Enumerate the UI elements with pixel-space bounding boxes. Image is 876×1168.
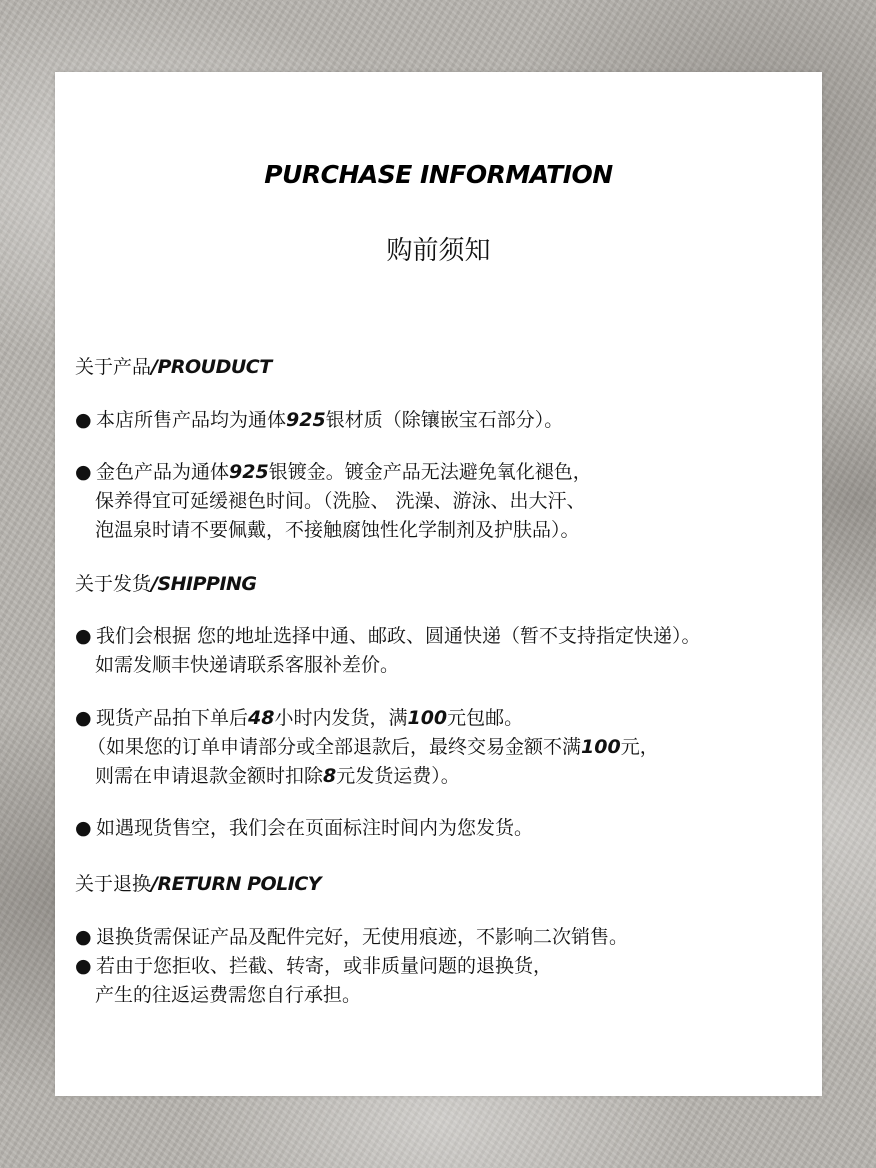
section-heading-product-en: /PROUDUCT	[151, 356, 272, 378]
bullet-icon: ●	[75, 926, 92, 948]
shipping-item-3: ● 如遇现货售空，我们会在页面标注时间内为您发货。	[75, 814, 533, 843]
section-heading-shipping-en: /SHIPPING	[151, 573, 257, 595]
return-item-1: ● 退换货需保证产品及配件完好，无使用痕迹，不影响二次销售。	[75, 923, 628, 952]
section-heading-return-en: /RETURN POLICY	[151, 873, 322, 895]
bullet-icon: ●	[75, 707, 92, 729]
product-item-1: ● 本店所售产品均为通体925银材质（除镶嵌宝石部分）。	[75, 406, 563, 435]
bullet-icon: ●	[75, 625, 92, 647]
bullet-icon: ●	[75, 955, 92, 977]
shipping-item-2: ● 现货产品拍下单后48小时内发货，满100元包邮。 （如果您的订单申请部分或全部退款后，最终交易金额不满100元， 则需在申请退款金额时扣除8元发货运费）。	[75, 704, 659, 791]
section-heading-product	[75, 352, 272, 379]
bullet-icon: ●	[75, 817, 92, 839]
section-heading-product-cn: 关于产品	[75, 356, 152, 378]
shipping-item-1: ● 我们会根据 您的地址选择中通、邮政、圆通快递（暂不支持指定快递）。 如需发顺丰快递请联系客服补差价。	[75, 622, 701, 680]
section-heading-shipping-cn: 关于发货	[75, 573, 152, 595]
title-chinese: 购前须知	[386, 236, 491, 266]
section-heading-return	[75, 869, 321, 896]
title-english: PURCHASE INFORMATION	[264, 160, 613, 189]
bullet-icon: ●	[75, 461, 92, 483]
return-item-2: ● 若由于您拒收、拦截、转寄，或非质量问题的退换货， 产生的往返运费需您自行承担。	[75, 952, 552, 1010]
section-heading-return-cn: 关于退换	[75, 873, 152, 895]
section-heading-shipping	[75, 569, 257, 596]
info-card	[55, 72, 822, 1096]
product-item-2: ● 金色产品为通体925银镀金。镀金产品无法避免氧化褪色， 保养得宜可延缓褪色时间。（洗脸、 洗澡、游泳、出大汗、 泡温泉时请不要佩戴，不接触腐蚀性化学制剂及护肤品）。	[75, 458, 592, 545]
bullet-icon: ●	[75, 409, 92, 431]
